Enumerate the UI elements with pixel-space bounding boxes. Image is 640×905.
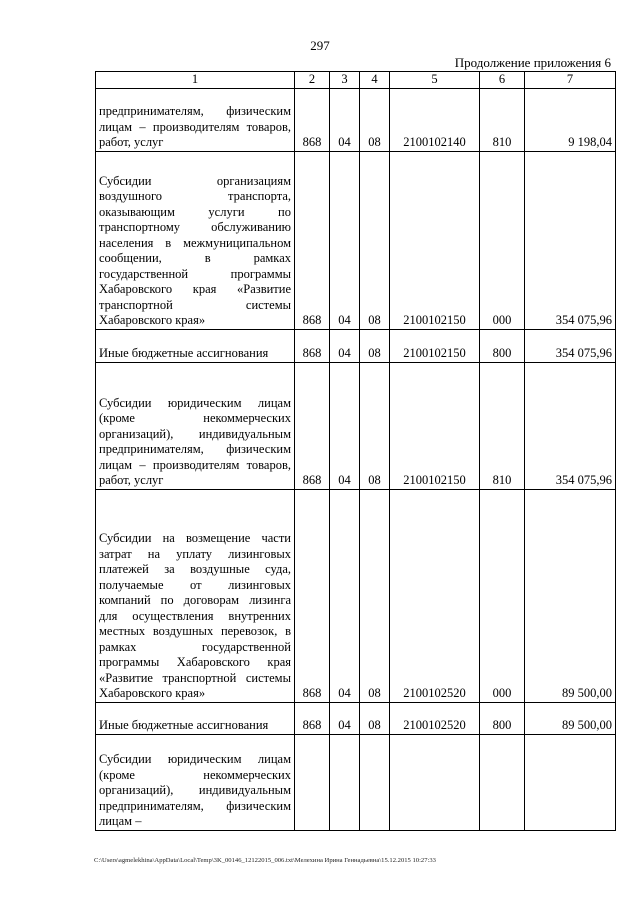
row-name: Иные бюджетные ассигнования (96, 329, 295, 362)
continuation-note: Продолжение приложения 6 (454, 55, 611, 70)
row-expense-type: 000 (480, 489, 525, 702)
row-subsection-code: 08 (360, 88, 390, 151)
row-section-code: 04 (330, 702, 360, 734)
row-name: Субсидии юридическим лицам (кроме некоммерческих организаций), индивидуальным предпринимателям, физическим лицам – (96, 734, 295, 830)
table-row (96, 734, 616, 830)
header-col-7: 7 (525, 72, 616, 89)
row-subsection-code: 08 (360, 489, 390, 702)
header-col-3: 3 (330, 72, 360, 89)
row-name: Субсидии организациям воздушного транспорта, оказывающим услуги по транспортному обслуживанию населения в межмуниципальном сообщении, в рамках государственной программы Хабаровского края «Развитие транспортной системы Хабаровского края» (96, 151, 295, 329)
row-subsection-code: 08 (360, 151, 390, 329)
row-target-article: 2100102520 (390, 702, 480, 734)
row-subsection-code: 08 (360, 329, 390, 362)
table-row (96, 702, 616, 734)
header-col-4: 4 (360, 72, 390, 89)
row-section-code: 04 (330, 151, 360, 329)
row-ministry-code: 868 (295, 702, 330, 734)
header-col-6: 6 (480, 72, 525, 89)
budget-table (95, 71, 616, 831)
row-subsection-code: 08 (360, 362, 390, 489)
row-expense-type (480, 734, 525, 830)
row-subsection-code (360, 734, 390, 830)
row-expense-type: 810 (480, 362, 525, 489)
row-target-article: 2100102150 (390, 362, 480, 489)
row-section-code: 04 (330, 88, 360, 151)
row-amount: 354 075,96 (525, 329, 616, 362)
row-expense-type: 000 (480, 151, 525, 329)
page-number: 297 (310, 38, 330, 53)
row-section-code: 04 (330, 489, 360, 702)
row-target-article: 2100102140 (390, 88, 480, 151)
row-expense-type: 810 (480, 88, 525, 151)
row-target-article: 2100102150 (390, 329, 480, 362)
row-expense-type: 800 (480, 329, 525, 362)
table-row (96, 329, 616, 362)
row-target-article (390, 734, 480, 830)
row-subsection-code: 08 (360, 702, 390, 734)
row-ministry-code (295, 734, 330, 830)
row-amount: 354 075,96 (525, 151, 616, 329)
row-amount (525, 734, 616, 830)
row-expense-type: 800 (480, 702, 525, 734)
footer-file-path: C:\Users\agmelekhina\AppData\Local\Temp\3K_00146_12122015_006.txt\Мелехина Ирина Геннадьевна\15.12.2015 10:27:33 (94, 857, 436, 864)
row-name: Субсидии на возмещение части затрат на уплату лизинговых платежей за воздушные суда, получаемые от лизинговых компаний по договорам лизинга для осуществления внутренних местных воздушных перевозок, в рамках государственной программы Хабаровского края «Развитие транспортной системы Хабаровского края» (96, 489, 295, 702)
row-ministry-code: 868 (295, 329, 330, 362)
row-amount: 354 075,96 (525, 362, 616, 489)
table-row (96, 362, 616, 489)
row-name: предпринимателям, физическим лицам – производителям товаров, работ, услуг (96, 88, 295, 151)
header-col-1: 1 (96, 72, 295, 89)
row-ministry-code: 868 (295, 489, 330, 702)
row-amount: 89 500,00 (525, 489, 616, 702)
table-row (96, 151, 616, 329)
row-target-article: 2100102520 (390, 489, 480, 702)
row-target-article: 2100102150 (390, 151, 480, 329)
row-amount: 89 500,00 (525, 702, 616, 734)
row-section-code: 04 (330, 329, 360, 362)
header-col-2: 2 (295, 72, 330, 89)
table-row (96, 88, 616, 151)
row-ministry-code: 868 (295, 151, 330, 329)
row-ministry-code: 868 (295, 88, 330, 151)
row-name: Иные бюджетные ассигнования (96, 702, 295, 734)
header-row (96, 72, 616, 89)
row-name: Субсидии юридическим лицам (кроме некоммерческих организаций), индивидуальным предпринимателям, физическим лицам – производителям товаров, работ, услуг (96, 362, 295, 489)
row-amount: 9 198,04 (525, 88, 616, 151)
row-section-code: 04 (330, 362, 360, 489)
table-row (96, 489, 616, 702)
header-col-5: 5 (390, 72, 480, 89)
row-section-code (330, 734, 360, 830)
row-ministry-code: 868 (295, 362, 330, 489)
